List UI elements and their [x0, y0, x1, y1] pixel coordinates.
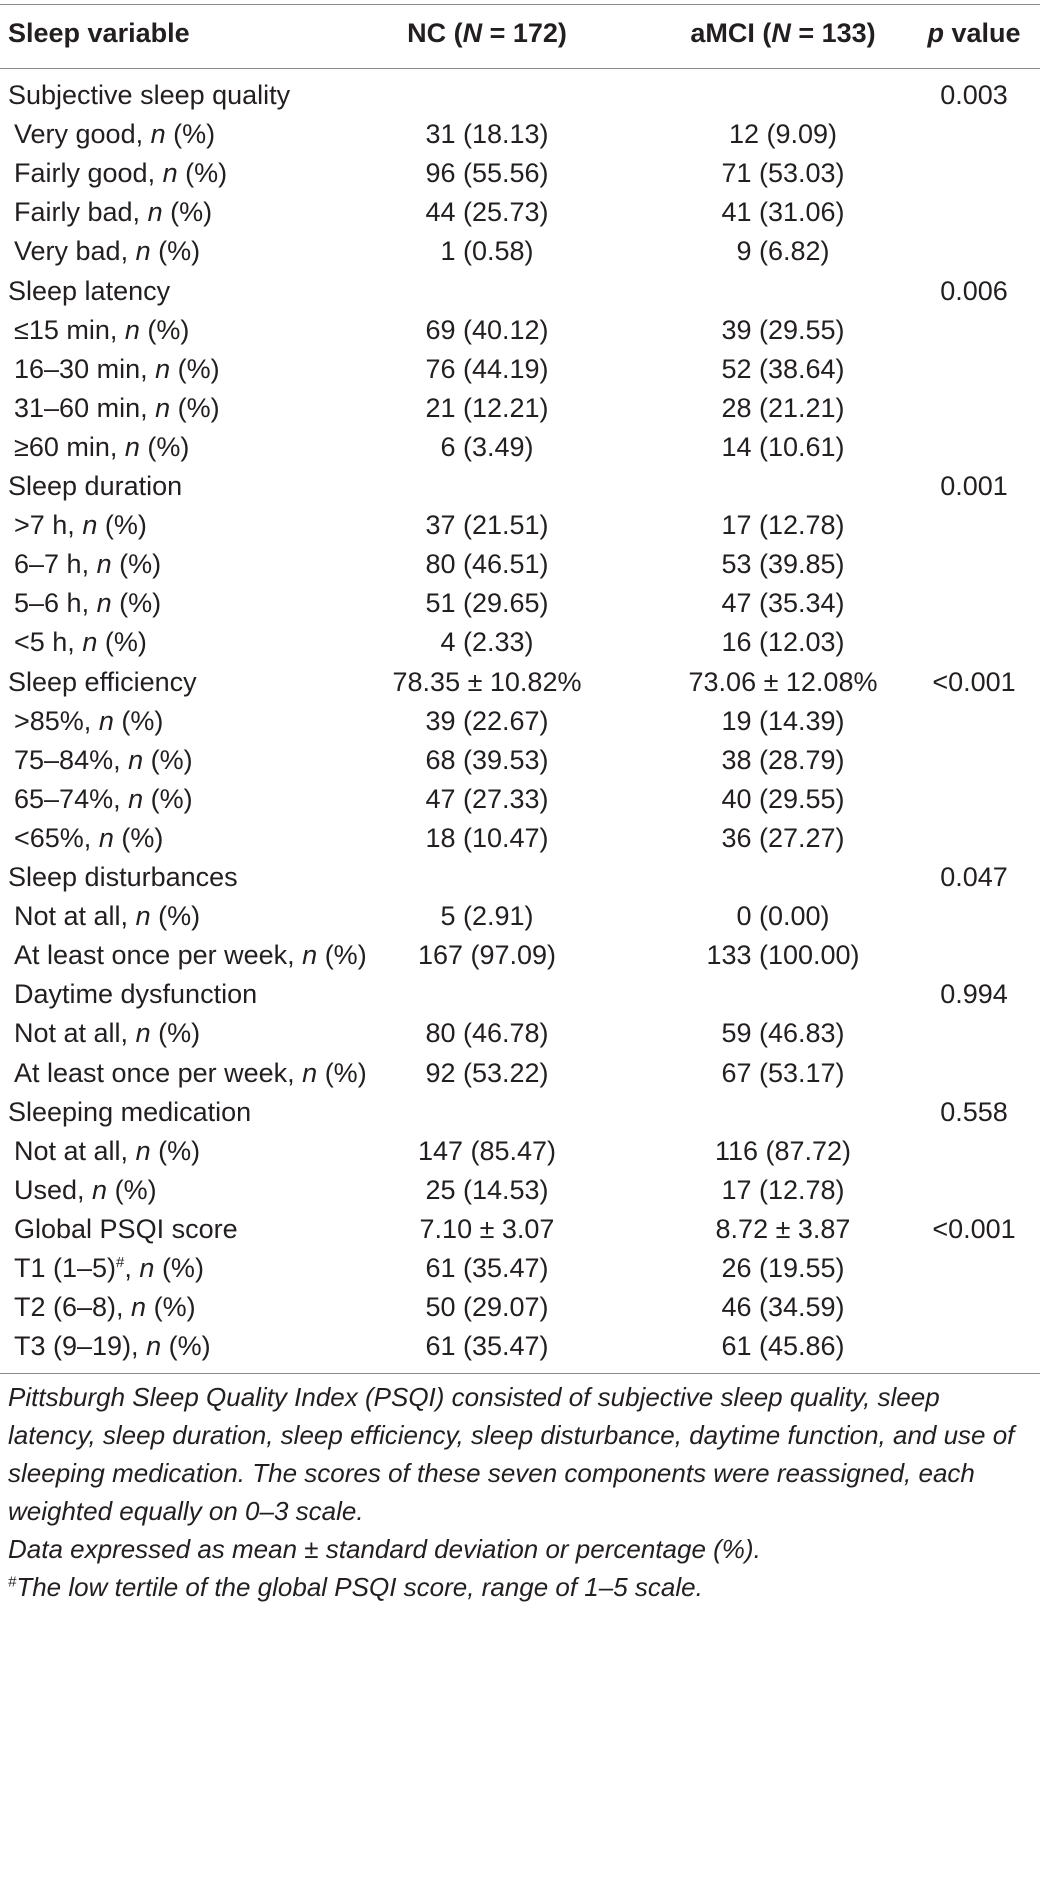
nc-value: 37 (21.51) [425, 510, 549, 541]
amci-value: 16 (12.03) [721, 627, 845, 658]
nc-value: 80 (46.51) [425, 549, 549, 580]
row-label: 6–7 h, n (%) [14, 549, 162, 580]
table-header [0, 10, 1040, 57]
nc-value: 25 (14.53) [425, 1174, 549, 1205]
amci-value: 46 (34.59) [721, 1292, 845, 1323]
amci-value: 0 (0.00) [736, 901, 830, 932]
row-label: Sleep latency [8, 275, 171, 306]
amci-value: 133 (100.00) [706, 940, 860, 971]
bottom-rule [0, 1373, 1040, 1374]
amci-value: 59 (46.83) [721, 1018, 845, 1049]
p-value: <0.001 [932, 666, 1016, 697]
amci-value: 41 (31.06) [721, 197, 845, 228]
p-value: 0.003 [940, 80, 1008, 110]
header-nc: NC (N = 172) [407, 18, 567, 48]
top-rule [0, 4, 1040, 5]
p-value: 0.558 [940, 1096, 1008, 1127]
nc-value: 61 (35.47) [425, 1331, 549, 1362]
row-label: <65%, n (%) [14, 822, 164, 853]
nc-value: 1 (0.58) [440, 236, 534, 267]
row-label: Very bad, n (%) [14, 236, 201, 267]
amci-value: 73.06 ± 12.08% [688, 666, 878, 697]
header-p-value: p value [927, 18, 1021, 48]
p-value: 0.006 [940, 275, 1008, 306]
nc-value: 7.10 ± 3.07 [419, 1213, 555, 1244]
nc-value: 44 (25.73) [425, 197, 549, 228]
nc-value: 80 (46.78) [425, 1018, 549, 1049]
row-label: 5–6 h, n (%) [14, 588, 162, 619]
row-label: <5 h, n (%) [14, 627, 147, 658]
row-label: Sleep duration [8, 471, 183, 501]
row-label: T2 (6–8), n (%) [14, 1292, 196, 1323]
nc-value: 92 (53.22) [425, 1057, 549, 1088]
row-label: At least once per week, n (%) [14, 940, 367, 971]
nc-value: 61 (35.47) [425, 1253, 549, 1283]
amci-value: 71 (53.03) [721, 158, 845, 189]
nc-value: 51 (29.65) [425, 588, 549, 619]
p-value: <0.001 [932, 1213, 1016, 1244]
row-label: Sleeping medication [8, 1096, 252, 1127]
amci-value: 19 (14.39) [721, 705, 845, 736]
nc-value: 18 (10.47) [425, 822, 549, 853]
header-sleep-variable: Sleep variable [8, 18, 190, 48]
nc-value: 78.35 ± 10.82% [392, 666, 582, 697]
nc-value: 6 (3.49) [440, 431, 534, 462]
row-label: Sleep efficiency [8, 666, 197, 697]
row-label: ≥60 min, n (%) [14, 431, 190, 462]
footnote-tertile: #The low tertile of the global PSQI score, range of 1–5 scale. [8, 1572, 703, 1602]
amci-value: 17 (12.78) [721, 510, 845, 541]
nc-value: 39 (22.67) [425, 705, 549, 736]
amci-value: 40 (29.55) [721, 783, 845, 814]
amci-value: 47 (35.34) [721, 588, 845, 619]
row-label: 75–84%, n (%) [14, 744, 193, 775]
nc-value: 5 (2.91) [440, 901, 534, 932]
row-label: 65–74%, n (%) [14, 783, 193, 814]
p-value: 0.047 [940, 862, 1008, 892]
row-label: Not at all, n (%) [14, 1135, 201, 1166]
nc-value: 31 (18.13) [425, 119, 549, 150]
nc-value: 96 (55.56) [425, 158, 549, 189]
row-label: 31–60 min, n (%) [14, 392, 220, 423]
footnote-data: Data expressed as mean ± standard deviation or percentage (%). [8, 1534, 761, 1564]
amci-value: 61 (45.86) [721, 1331, 845, 1362]
row-label: Used, n (%) [14, 1174, 157, 1205]
nc-value: 167 (97.09) [417, 940, 557, 971]
row-label: T1 (1–5)#, n (%) [14, 1253, 204, 1283]
p-value: 0.001 [940, 471, 1008, 501]
row-label: Fairly bad, n (%) [14, 197, 213, 228]
amci-value: 39 (29.55) [721, 314, 845, 345]
header-amci: aMCI (N = 133) [690, 18, 876, 48]
row-label: Fairly good, n (%) [14, 158, 228, 189]
amci-value: 67 (53.17) [721, 1057, 845, 1088]
amci-value: 116 (87.72) [714, 1135, 852, 1166]
row-label: 16–30 min, n (%) [14, 353, 220, 384]
nc-value: 147 (85.47) [417, 1135, 557, 1166]
amci-value: 8.72 ± 3.87 [715, 1213, 851, 1244]
row-label: At least once per week, n (%) [14, 1057, 367, 1088]
row-label: Global PSQI score [14, 1213, 238, 1244]
nc-value: 76 (44.19) [425, 353, 549, 384]
amci-value: 26 (19.55) [721, 1253, 845, 1283]
row-label: Daytime dysfunction [14, 979, 258, 1010]
footnote-psqi: Pittsburgh Sleep Quality Index (PSQI) consisted of subjective sleep quality, sleep latency, sleep duration, sleep efficiency, sleep disturbance, daytime function, and use of sleeping medication. The scores of these seven components were reassigned, each weighted equally on 0–3 scale. [8, 1382, 1015, 1526]
p-value [914, 1323, 1034, 1370]
row-label: T3 (9–19), n (%) [14, 1331, 211, 1362]
row-label: ≤15 min, n (%) [14, 314, 190, 345]
amci-value: 38 (28.79) [721, 744, 845, 775]
nc-value: 4 (2.33) [440, 627, 534, 658]
row-label: Not at all, n (%) [14, 901, 201, 932]
row-label: Very good, n (%) [14, 119, 216, 150]
amci-value: 28 (21.21) [721, 392, 845, 423]
header-rule [0, 68, 1040, 69]
row-label: >85%, n (%) [14, 705, 164, 736]
amci-value: 9 (6.82) [736, 236, 830, 267]
row-label: Not at all, n (%) [14, 1018, 201, 1049]
amci-value: 36 (27.27) [721, 822, 845, 853]
amci-value: 12 (9.09) [728, 119, 838, 150]
table-row [0, 1323, 1040, 1370]
nc-value: 69 (40.12) [425, 314, 549, 345]
p-value: 0.994 [940, 979, 1008, 1010]
row-label: >7 h, n (%) [14, 510, 147, 541]
amci-value: 17 (12.78) [721, 1174, 845, 1205]
amci-value: 53 (39.85) [721, 549, 845, 580]
nc-value: 21 (12.21) [425, 392, 549, 423]
amci-value: 14 (10.61) [721, 431, 845, 462]
row-label: Sleep disturbances [8, 862, 238, 892]
nc-value: 50 (29.07) [425, 1292, 549, 1323]
row-label: Subjective sleep quality [8, 80, 291, 110]
amci-value: 52 (38.64) [721, 353, 845, 384]
nc-value: 47 (27.33) [425, 783, 549, 814]
nc-value: 68 (39.53) [425, 744, 549, 775]
